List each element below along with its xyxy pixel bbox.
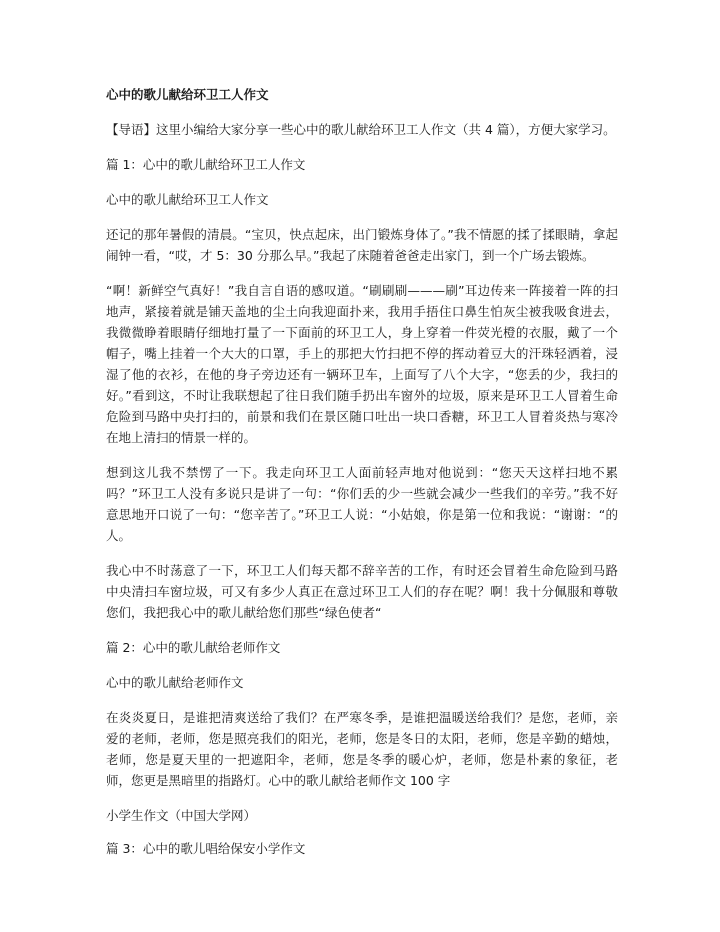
section-3-heading: 篇 3：心中的歌儿唱给保安小学作文 — [106, 841, 306, 856]
section-1-paragraph-2: “啊！新鲜空气真好！”我自言自语的感叹道。“刷刷刷———刷”耳边传来一阵接着一阵的扫地声，紧接着就是铺天盖地的尘土向我迎面扑来，我用手捂住口鼻生怕灰尘被我吸食进去，我微微睁着眼睛仔细地打量了一下面前的环卫工人，身上穿着一件荧光橙的衣服，戴了一个帽子，嘴上挂着一个大大的口罩，手上的那把大竹扫把不停的挥动着豆大的汗珠轻洒着，浸湿了他的衣衫，在他的身子旁边还有一辆环卫车，上面写了八个大字，“您丢的少，我扫的好。”看到这，不时让我联想起了往日我们随手扔出车窗外的垃圾，原来是环卫工人冒着生命危险到马路中央打扫的，前景和我们在景区随口吐出一块口香糖，环卫工人冒着炎热与寒冷在地上清扫的情景一样的。 — [106, 283, 618, 445]
section-2-heading: 篇 2：心中的歌儿献给老师作文 — [106, 640, 281, 655]
section-1-heading: 篇 1：心中的歌儿献给环卫工人作文 — [106, 157, 306, 172]
section-2-paragraph-1: 在炎炎夏日，是谁把清爽送给了我们？在严寒冬季，是谁把温暖送给我们？是您，老师，亲爱的老师，老师，您是照亮我们的阳光，老师，您是冬日的太阳，老师，您是辛勤的蜡烛，老师，您是夏天里的一把遮阳伞，老师，您是冬季的暖心炉，老师，您是朴素的象征，老师，您更是黑暗里的指路灯。心中的歌儿献给老师作文 100 字 — [106, 710, 618, 788]
intro-paragraph: 【导语】这里小编给大家分享一些心中的歌儿献给环卫工人作文（共 4 篇），方便大家学习。 — [106, 122, 616, 137]
section-1-subtitle: 心中的歌儿献给环卫工人作文 — [106, 192, 269, 207]
section-2-subtitle: 心中的歌儿献给老师作文 — [106, 675, 244, 690]
source-line: 小学生作文（中国大学网） — [106, 808, 257, 823]
section-1-paragraph-1: 还记的那年暑假的清晨。“宝贝，快点起床，出门锻炼身体了。”我不情愿的揉了揉眼睛，拿起闹钟一看，“哎，才 5：30 分那么早。”我起了床随着爸爸走出家门，到一个广场去锻炼。 — [106, 227, 618, 263]
section-1-paragraph-3: 想到这儿我不禁愣了一下。我走向环卫工人面前轻声地对他说到：“您天天这样扫地不累吗？”环卫工人没有多说只是讲了一句：“你们丢的少一些就会减少一些我们的辛劳。”我不好意思地开口说了一句：“您辛苦了。”环卫工人说：“小姑娘，你是第一位和我说：“谢谢：“的人。 — [106, 465, 618, 543]
document-title: 心中的歌儿献给环卫工人作文 — [106, 87, 269, 102]
section-1-paragraph-4: 我心中不时荡意了一下，环卫工人们每天都不辞辛苦的工作，有时还会冒着生命危险到马路中央清扫车窗垃圾，可又有多少人真正在意过环卫工人们的存在呢？啊！我十分佩服和尊敬您们，我把我心中的歌儿献给您们那些“绿色使者“ — [106, 563, 618, 620]
document-page — [106, 84, 618, 859]
